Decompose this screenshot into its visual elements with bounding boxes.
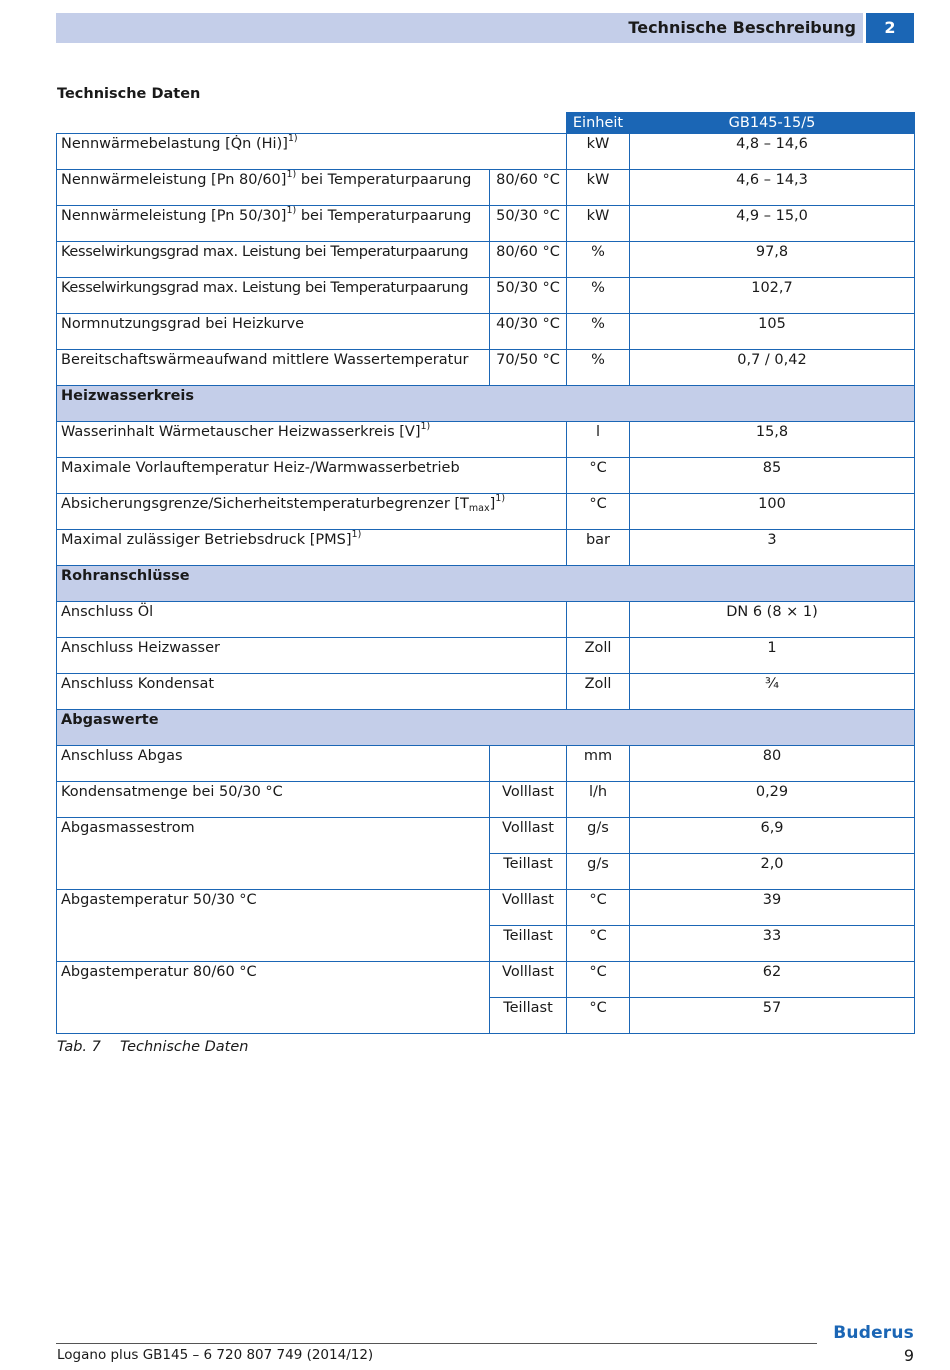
table-caption [57,1039,248,1055]
group-header-row [57,710,915,746]
row-value: 97,8 [630,242,915,278]
row-unit: °C [567,962,630,998]
row-unit: % [567,314,630,350]
row-label: Absicherungsgrenze/Sicherheitstemperaturbegrenzer $[T_{max}]^{1)}$ [57,494,567,530]
row-unit: mm [567,746,630,782]
row-condition: 80/60 °C [490,242,567,278]
chapter-number: 2 [866,13,914,43]
page-number: 9 [903,1346,914,1365]
row-label: Kesselwirkungsgrad max. Leistung bei Temperaturpaarung [57,278,490,314]
table-row [57,206,915,242]
row-value: 62 [630,962,915,998]
row-unit: bar [567,530,630,566]
row-value: 105 [630,314,915,350]
section-title: Technische Daten [57,86,201,102]
row-unit: l [567,422,630,458]
footer-rule [56,1343,817,1344]
table-row [57,602,915,638]
row-value: 1 [630,638,915,674]
row-label: Nennwärmeleistung [Pn 50/30]$^{1)}$ bei Temperaturpaarung [57,206,490,242]
group-abgaswerte: Abgaswerte [57,710,915,746]
row-unit: °C [567,998,630,1034]
column-header-model: GB145-15/5 [630,113,915,134]
row-label: Kesselwirkungsgrad max. Leistung bei Temperaturpaarung [57,242,490,278]
table-row [57,134,915,170]
row-unit: Zoll [567,674,630,710]
row-unit: Zoll [567,638,630,674]
row-label: Normnutzungsgrad bei Heizkurve [57,314,490,350]
row-unit: kW [567,206,630,242]
row-value: 0,29 [630,782,915,818]
caption-text: Technische Daten [120,1039,249,1055]
table-row [57,278,915,314]
row-unit: °C [567,458,630,494]
table-row [57,782,915,818]
row-unit: g/s [567,854,630,890]
row-value: ¾ [630,674,915,710]
row-label: Anschluss Kondensat [57,674,567,710]
row-label: Anschluss Abgas [57,746,490,782]
row-label: Wasserinhalt Wärmetauscher Heizwasserkreis $[V]^{1)}$ [57,422,567,458]
row-unit: °C [567,926,630,962]
row-value: 100 [630,494,915,530]
row-value: 102,7 [630,278,915,314]
table-row [57,746,915,782]
row-label: Kondensatmenge bei 50/30 °C [57,782,490,818]
table-row [57,494,915,530]
row-unit: % [567,278,630,314]
row-label: Maximal zulässiger Betriebsdruck [PMS]$^{1)}$ [57,530,567,566]
group-rohranschluesse: Rohranschlüsse [57,566,915,602]
row-load: Teillast [490,854,567,890]
row-label: Nennwärmeleistung [Pn 80/60]$^{1)}$ bei Temperaturpaarung [57,170,490,206]
brand-logo: Buderus [833,1323,914,1343]
table-row [57,638,915,674]
group-header-row [57,386,915,422]
row-value: 2,0 [630,854,915,890]
row-value: 4,9 – 15,0 [630,206,915,242]
caption-label: Tab. 7 [57,1039,101,1055]
row-label: Abgastemperatur 50/30 °C [57,890,490,962]
group-heizwasserkreis: Heizwasserkreis [57,386,915,422]
row-value: 15,8 [630,422,915,458]
table-row [57,818,915,854]
row-unit: l/h [567,782,630,818]
row-condition: 70/50 °C [490,350,567,386]
table-header-row [57,113,915,134]
header-title: Technische Beschreibung [628,18,856,37]
row-load: Volllast [490,962,567,998]
row-value: 80 [630,746,915,782]
table-row [57,962,915,998]
row-condition: 80/60 °C [490,170,567,206]
row-unit: g/s [567,818,630,854]
row-label: Nennwärmebelastung [Q̇n (Hi)]$^{1)}$ [57,134,567,170]
row-unit: °C [567,890,630,926]
technical-data-table [56,112,915,1034]
row-load: Teillast [490,998,567,1034]
row-value: 85 [630,458,915,494]
header-blank [57,113,567,134]
row-load: Volllast [490,782,567,818]
row-value: 4,6 – 14,3 [630,170,915,206]
row-label: Anschluss Öl [57,602,567,638]
table-row [57,350,915,386]
row-value: 6,9 [630,818,915,854]
row-value: 0,7 / 0,42 [630,350,915,386]
row-load: Teillast [490,926,567,962]
row-unit [567,602,630,638]
row-load: Volllast [490,818,567,854]
row-unit: kW [567,170,630,206]
row-condition: 50/30 °C [490,206,567,242]
row-value: DN 6 (8 × 1) [630,602,915,638]
row-unit: °C [567,494,630,530]
row-unit: kW [567,134,630,170]
table-row [57,422,915,458]
row-value: 57 [630,998,915,1034]
table-row [57,242,915,278]
row-load: Volllast [490,890,567,926]
table-row [57,530,915,566]
row-label: Maximale Vorlauftemperatur Heiz-/Warmwasserbetrieb [57,458,567,494]
row-value: 33 [630,926,915,962]
row-label: Anschluss Heizwasser [57,638,567,674]
row-label: Bereitschaftswärmeaufwand mittlere Wassertemperatur [57,350,490,386]
table-row [57,170,915,206]
row-condition: 40/30 °C [490,314,567,350]
row-unit: % [567,350,630,386]
table-row [57,458,915,494]
row-value: 3 [630,530,915,566]
row-load [490,746,567,782]
table-row [57,890,915,926]
row-value: 4,8 – 14,6 [630,134,915,170]
table-row [57,314,915,350]
row-unit: % [567,242,630,278]
page-header [56,13,914,43]
table-row [57,674,915,710]
row-condition: 50/30 °C [490,278,567,314]
row-label: Abgastemperatur 80/60 °C [57,962,490,1034]
row-label: Abgasmassestrom [57,818,490,890]
row-value: 39 [630,890,915,926]
group-header-row [57,566,915,602]
column-header-unit: Einheit [567,113,630,134]
footer-doc-reference: Logano plus GB145 – 6 720 807 749 (2014/12) [57,1347,374,1363]
